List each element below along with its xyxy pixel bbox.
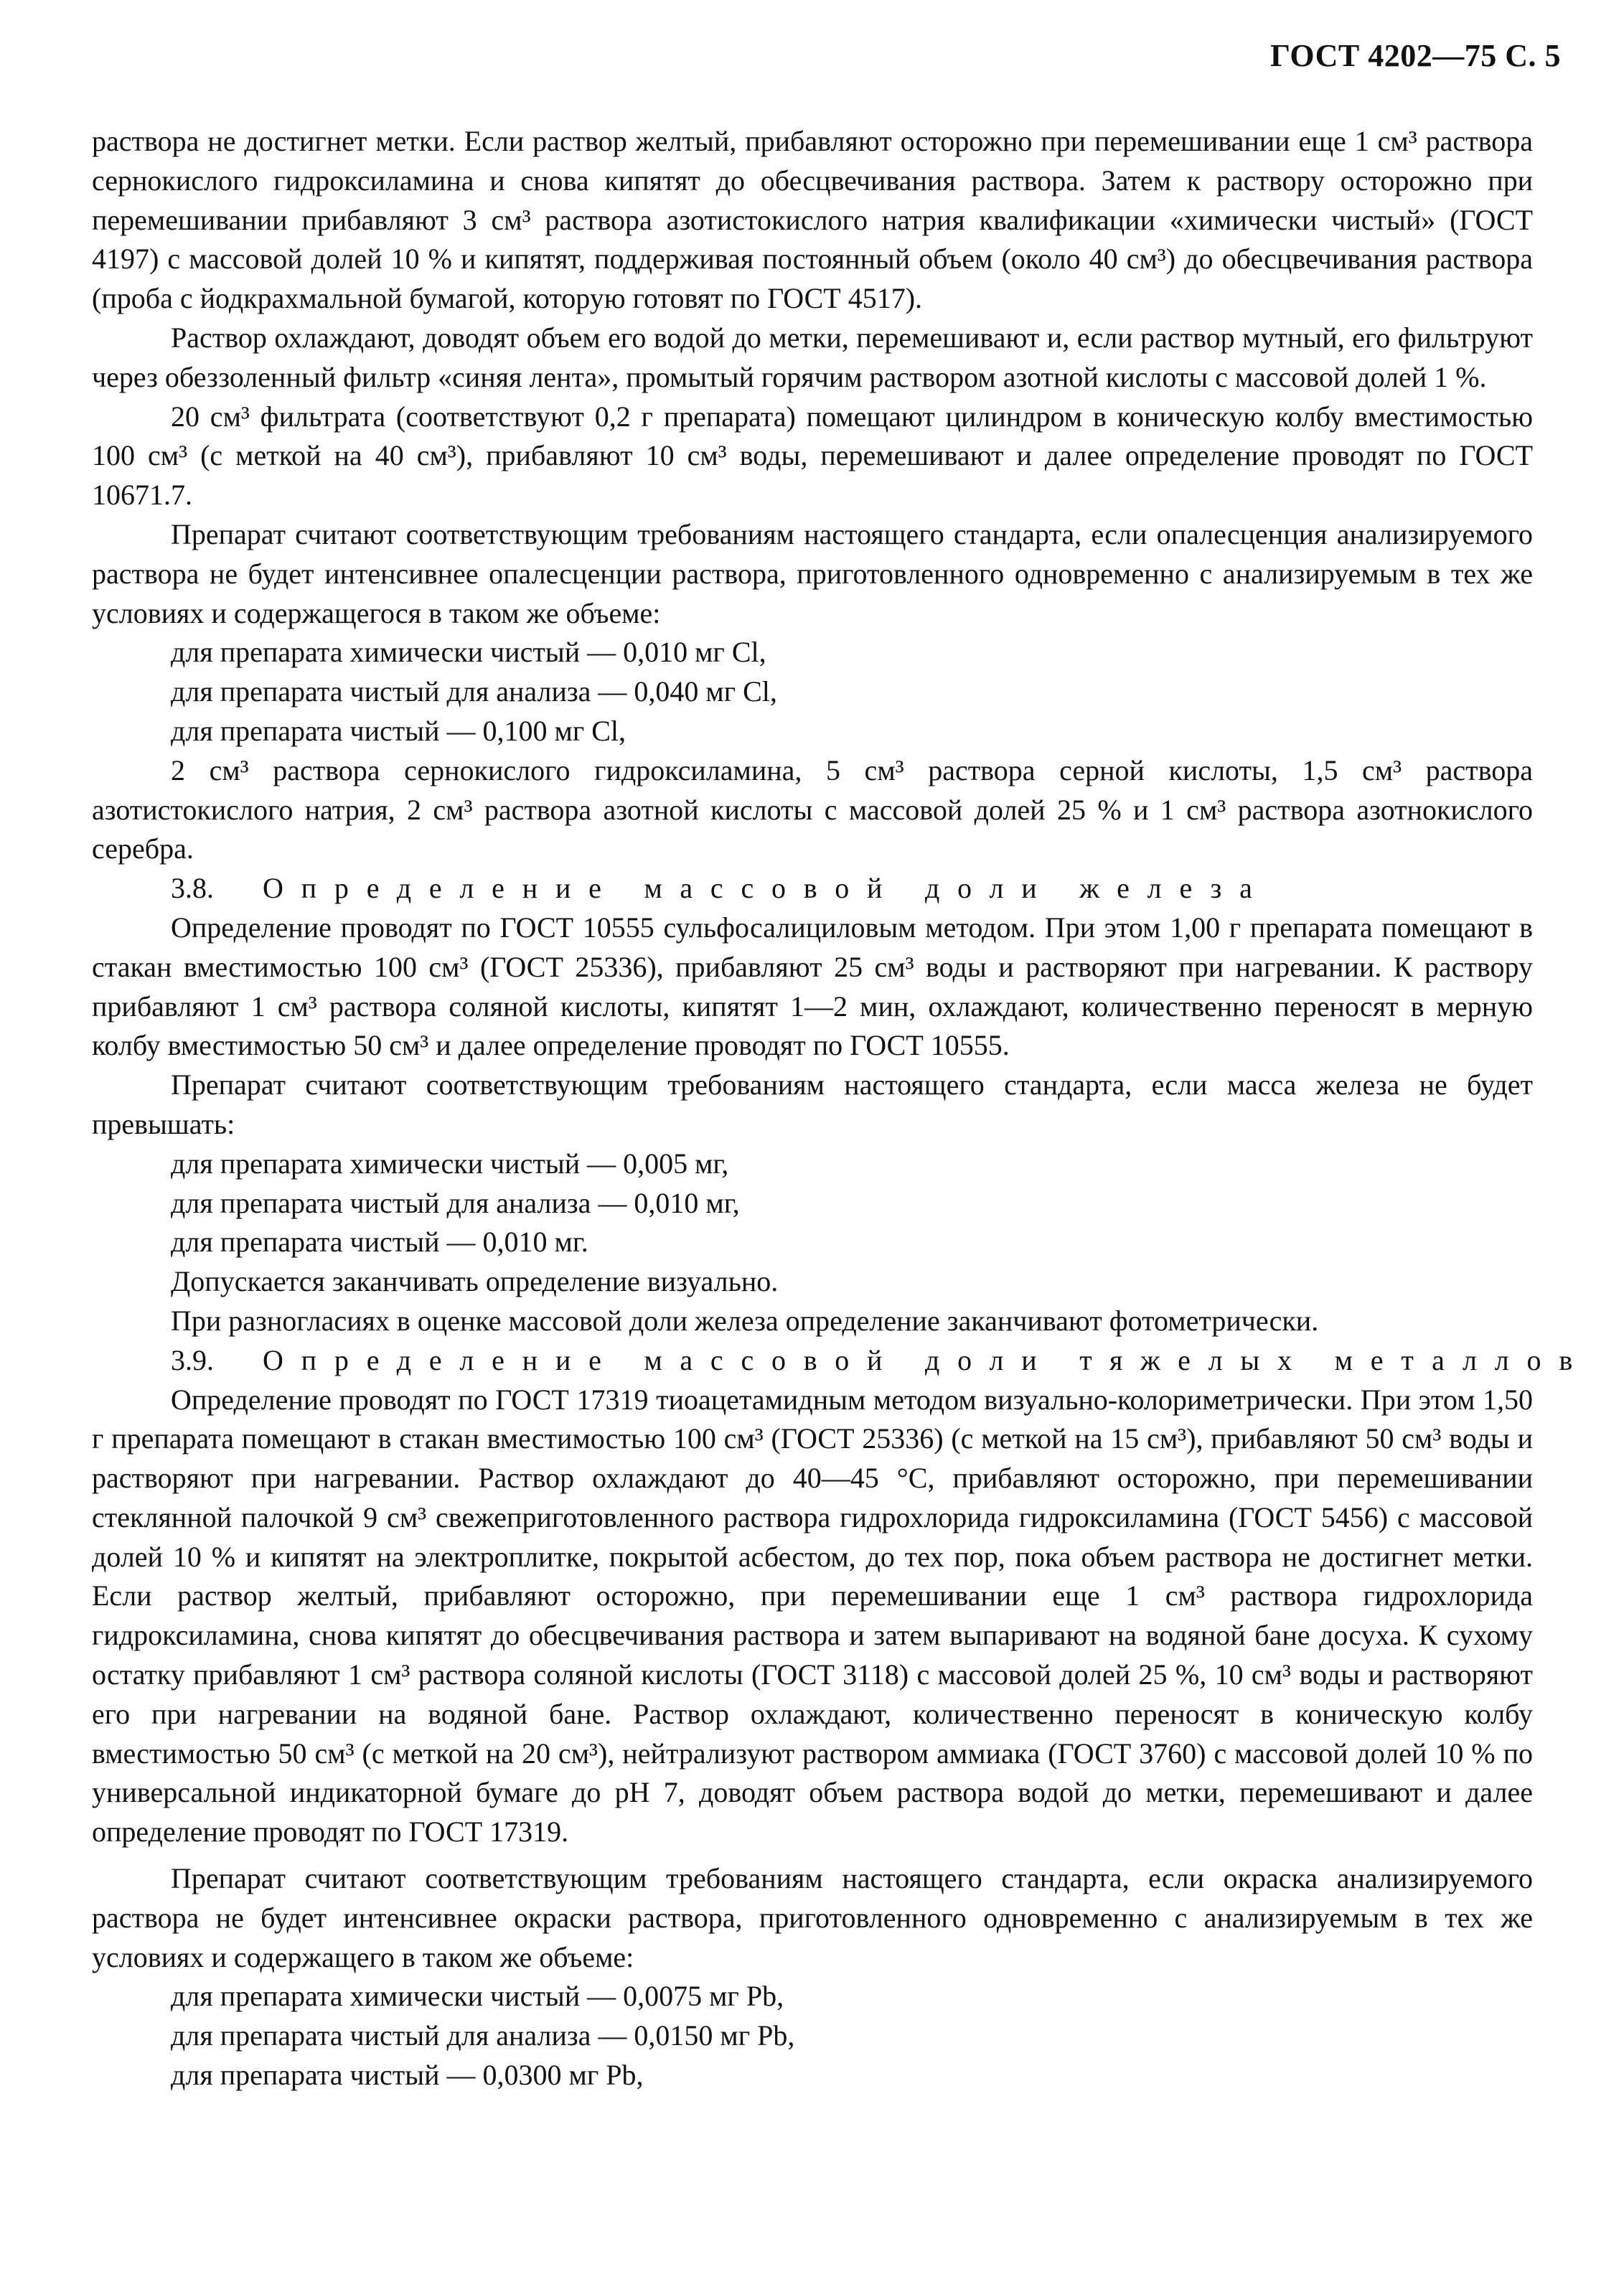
list-item: для препарата чистый — 0,0300 мг Pb, [171,2059,644,2092]
paragraph: раствора не достигнет метки. Если раствор желтый, прибавляют осторожно при перемешивании еще 1 см³ раствора сернокислого гидроксиламина и снова кипятят до обесцвечивания раствора. Затем к раствору осторожно при перемешивании прибавляют 3 см³ раствора азотистокислого натрия квалификации «химически чистый» (ГОСТ 4197) с массовой долей 10 % и кипятят, поддерживая постоянный объем (около 40 см³) до обесцвечивания раствора (проба с йодкрахмальной бумагой, которую готовят по ГОСТ 4517). [92,125,1533,315]
paragraph: Препарат считают соответствующим требованиям настоящего стандарта, если окраска анализируемого раствора не будет интенсивнее окраски раствора, приготовленного одновременно с анализируемым в тех же условиях и содержащего в таком же объеме: [92,1862,1533,1973]
section-title: Определение массовой доли железа [263,872,1270,905]
section-heading-3-9 [92,1341,1591,1381]
list-item: для препарата чистый — 0,100 мг Cl, [171,714,626,747]
section-heading-3-8 [92,869,1533,908]
paragraph: Раствор охлаждают, доводят объем его водой до метки, перемешивают и, если раствор мутный, его фильтруют через обеззоленный фильтр «синяя лента», промытый горячим раствором азотной кислоты с массовой долей 1 %. [92,321,1533,393]
list-item: для препарата химически чистый — 0,0075 мг Pb, [171,1980,784,2013]
paragraph: Препарат считают соответствующим требованиям настоящего стандарта, если масса железа не будет превышать: [92,1068,1533,1140]
paragraph: Определение проводят по ГОСТ 10555 сульфосалициловым методом. При этом 1,00 г препарата помещают в стакан вместимостью 100 см³ (ГОСТ 25336), прибавляют 25 см³ воды и растворяют при нагревании. К раствору прибавляют 1 см³ раствора соляной кислоты, кипятят 1—2 мин, охлаждают, количественно переносят в мерную колбу вместимостью 50 см³ и далее определение проводят по ГОСТ 10555. [92,911,1533,1062]
section-number: 3.8. [171,872,214,905]
paragraph: При разногласиях в оценке массовой доли железа определение заканчивают фотометрически. [171,1304,1319,1337]
list-item: для препарата химически чистый — 0,005 мг, [171,1147,729,1180]
list-item: для препарата чистый — 0,010 мг. [171,1226,588,1259]
paragraph: Определение проводят по ГОСТ 17319 тиоацетамидным методом визуально-колориметрически. При этом 1,50 г препарата помещают в стакан вместимостью 100 см³ (ГОСТ 25336) (с меткой на 15 см³), прибавляют 50 см³ воды и растворяют при нагревании. Раствор охлаждают до 40—45 °С, прибавляют осторожно, при перемешивании стеклянной палочкой 9 см³ свежеприготовленного раствора гидрохлорида гидроксиламина (ГОСТ 5456) с массовой долей 10 % и кипятят на электроплитке, покрытой асбестом, до тех пор, пока объем раствора не достигнет метки. Если раствор желтый, прибавляют осторожно, при перемешивании еще 1 см³ раствора гидрохлорида гидроксиламина, снова кипятят до обесцвечивания раствора и затем выпаривают на водяной бане досуха. К сухому остатку прибавляют 1 см³ раствора соляной кислоты (ГОСТ 3118) с массовой долей 25 %, 10 см³ воды и растворяют его при нагревании на водяной бане. Раствор охлаждают, количественно переносят в коническую колбу вместимостью 50 см³ (с меткой на 20 см³), нейтрализуют раствором аммиака (ГОСТ 3760) с массовой долей 10 % по универсальной индикаторной бумаге до pH 7, доводят объем раствора водой до метки, перемешивают и далее определение проводят по ГОСТ 17319. [92,1383,1533,1848]
list-item: для препарата чистый для анализа — 0,010 мг, [171,1186,740,1219]
document-body [92,122,1591,2095]
section-number: 3.9. [171,1343,214,1376]
paragraph: Препарат считают соответствующим требованиям настоящего стандарта, если опалесценция анализируемого раствора не будет интенсивнее опалесценции раствора, приготовленного одновременно с анализируемым в тех же условиях и содержащегося в таком же объеме: [92,517,1533,629]
section-title: Определение массовой доли тяжелых металлов [263,1343,1591,1376]
page-header: ГОСТ 4202—75 С. 5 [1269,38,1561,73]
paragraph: 20 см³ фильтрата (соответствуют 0,2 г препарата) помещают цилиндром в коническую колбу вместимостью 100 см³ (с меткой на 40 см³), прибавляют 10 см³ воды, перемешивают и далее определение проводят по ГОСТ 10671.7. [92,400,1533,512]
list-item: для препарата чистый для анализа — 0,0150 мг Pb, [171,2019,795,2052]
spacer [92,1852,1533,1859]
paragraph: 2 см³ раствора сернокислого гидроксиламина, 5 см³ раствора серной кислоты, 1,5 см³ раствора азотистокислого натрия, 2 см³ раствора азотной кислоты с массовой долей 25 % и 1 см³ раствора азотнокислого серебра. [92,753,1533,865]
paragraph: Допускается заканчивать определение визуально. [171,1265,779,1298]
list-item: для препарата чистый для анализа — 0,040 мг Cl, [171,675,777,708]
list-item: для препарата химически чистый — 0,010 мг Cl, [171,636,766,669]
